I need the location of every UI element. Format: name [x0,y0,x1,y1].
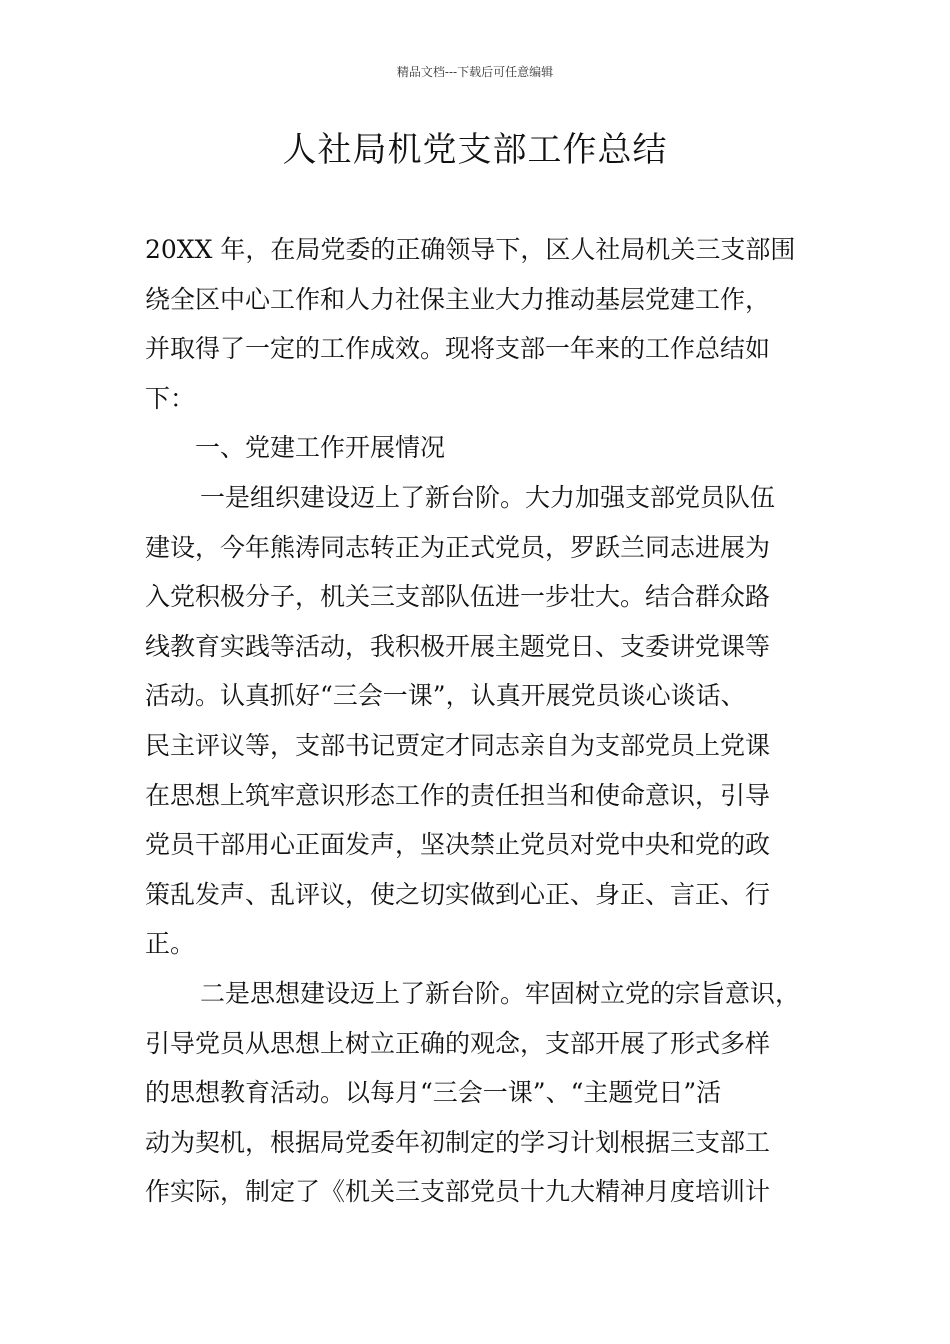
body-line: 建设，今年熊涛同志转正为正式党员，罗跃兰同志进展为 [145,532,771,562]
body-line: 在思想上筑牢意识形态工作的责任担当和使命意识，引导 [145,780,771,810]
body-line: 入党积极分子，机关三支部队伍进一步壮大。结合群众路 [145,582,771,612]
body-line: 引导党员从思想上树立正确的观念，支部开展了形式多样 [145,1028,771,1058]
body-line: 并取得了一定的工作成效。现将支部一年来的工作总结如 [145,334,771,364]
body-line: 20XX 年，在局党委的正确领导下，区人社局机关三支部围 [145,235,796,264]
document-title: 人社局机党支部工作总结 [282,130,668,170]
body-line: 党员干部用心正面发声，坚决禁止党员对党中央和党的政 [145,830,771,860]
body-line: 活动。认真抓好“三会一课”，认真开展党员谈心谈话、 [145,681,746,711]
body-line: 的思想教育活动。以每月“三会一课”、“主题党日”活 [145,1078,722,1108]
body-line: 下： [145,383,196,413]
body-line: 正。 [145,929,196,959]
document-body [145,225,833,1217]
header-note: 精品文档---下载后可任意编辑 [396,65,554,79]
body-line: 一是组织建设迈上了新台阶。大力加强支部党员队伍 [200,482,776,512]
body-line: 民主评议等，支部书记贾定才同志亲自为支部党员上党课 [145,730,771,760]
body-line: 动为契机，根据局党委年初制定的学习计划根据三支部工 [145,1127,771,1157]
body-line: 策乱发声、乱评议，使之切实做到心正、身正、言正、行 [145,879,771,909]
body-line: 线教育实践等活动，我积极开展主题党日、支委讲党课等 [145,631,771,661]
body-line: 作实际，制定了《机关三支部党员十九大精神月度培训计 [145,1177,771,1207]
body-line: 二是思想建设迈上了新台阶。牢固树立党的宗旨意识， [200,978,801,1008]
section-heading: 一、党建工作开展情况 [195,433,446,463]
body-line: 绕全区中心工作和人力社保主业大力推动基层党建工作， [145,284,771,314]
